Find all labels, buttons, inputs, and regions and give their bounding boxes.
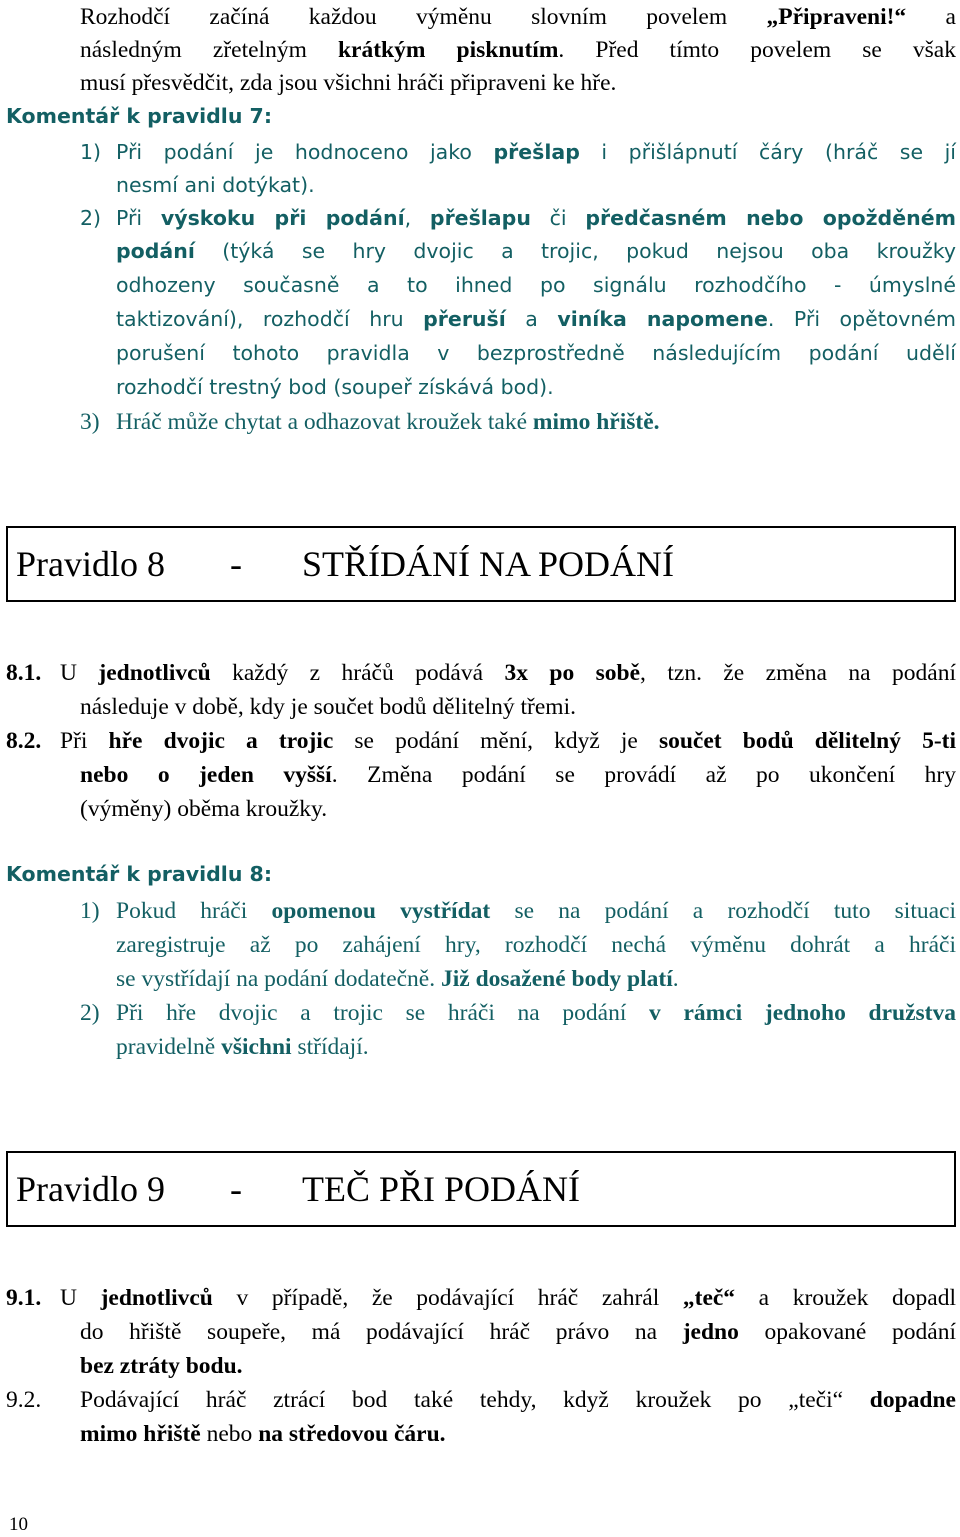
rule-9-title: TEČ PŘI PODÁNÍ: [302, 1169, 581, 1209]
rule-8-label: Pravidlo 8: [16, 544, 165, 584]
rule-8-2-number: 8.2.: [6, 728, 42, 754]
intro-line-1: Rozhodčí začíná každou výměnu slovním povelem „Připraveni!“ a: [80, 4, 956, 30]
intro-line-2: následným zřetelným krátkým pisknutím. Před tímto povelem se však: [80, 37, 956, 63]
rule-9-2-line-1: Podávající hráč ztrácí bod také tehdy, když kroužek po „teči“ dopadne: [80, 1387, 956, 1413]
rule-8-heading: [6, 526, 956, 602]
rule-8-title: STŘÍDÁNÍ NA PODÁNÍ: [302, 544, 675, 584]
comment-8-item-1-number: 1): [80, 898, 100, 924]
comment-7-item-2-line-5: porušení tohoto pravidla v bezprostředně následujícím podání udělí: [116, 341, 956, 365]
rule-8-1-number: 8.1.: [6, 660, 42, 686]
rule-9-1-line-2: do hřiště soupeře, má podávající hráč právo na jedno opakované podání: [80, 1319, 956, 1345]
page-number: 10: [9, 1514, 28, 1535]
rule-8-2-line-2: nebo o jeden vyšší. Změna podání se provádí až po ukončení hry: [80, 762, 956, 788]
rule-8-dash: -: [230, 544, 242, 584]
intro-line-3: musí přesvědčit, zda jsou všichni hráči připraveni ke hře.: [80, 70, 617, 96]
comment-7-item-2-line-1: Při výskoku při podání, přešlapu či předčasném nebo opožděném: [116, 206, 956, 230]
comment-8-title: Komentář k pravidlu 8:: [6, 862, 273, 886]
comment-8-item-2-line-1: Při hře dvojic a trojic se hráči na podání v rámci jednoho družstva: [116, 1000, 957, 1026]
rule-8-2-line-1: Při hře dvojic a trojic se podání mění, když je součet bodů dělitelný 5-ti: [60, 728, 956, 754]
rule-8-1-line-2: následuje v době, kdy je součet bodů dělitelný třemi.: [80, 694, 576, 720]
rule-9-dash: -: [230, 1169, 242, 1209]
comment-7-item-1-number: 1): [80, 140, 102, 164]
comment-7-item-3-number: 3): [80, 409, 100, 435]
comment-8-item-2-line-2: pravidelně všichni střídají.: [116, 1034, 369, 1060]
rule-8-2-line-3: (výměny) oběma kroužky.: [80, 796, 328, 822]
comment-8-item-1-line-3: se vystřídají na podání dodatečně. Již dosažené body platí.: [116, 966, 679, 992]
rule-9-2-number: 9.2.: [6, 1387, 42, 1413]
comment-8-item-1-line-2: zaregistruje až po zahájení hry, rozhodčí nechá výměnu dohrát a hráči: [116, 932, 956, 958]
comment-7-item-3-text: Hráč může chytat a odhazovat kroužek také mimo hřiště.: [116, 409, 660, 435]
rule-9-1-line-1: U jednotlivců v případě, že podávající hráč zahrál „teč“ a kroužek dopadl: [60, 1285, 956, 1311]
rule-9-1-line-3: bez ztráty bodu.: [80, 1353, 243, 1379]
comment-8-item-2-number: 2): [80, 1000, 100, 1026]
comment-7-item-1-line-1: Při podání je hodnoceno jako přešlap i přišlápnutí čáry (hráč se jí: [116, 140, 956, 164]
rule-8-1-line-1: U jednotlivců každý z hráčů podává 3x po sobě, tzn. že změna na podání: [60, 660, 956, 686]
rule-9-2-line-2: mimo hřiště nebo na středovou čáru.: [80, 1421, 446, 1447]
comment-7-title: Komentář k pravidlu 7:: [6, 104, 273, 128]
rule-9-heading: [6, 1151, 956, 1227]
comment-7-item-2-line-2: podání (týká se hry dvojic a trojic, pokud nejsou oba kroužky: [116, 239, 956, 263]
comment-7-item-2-line-6: rozhodčí trestný bod (soupeř získává bod).: [116, 375, 554, 399]
comment-7-item-2-line-4: taktizování), rozhodčí hru přeruší a viníka napomene. Při opětovném: [116, 307, 956, 331]
comment-8-item-1-line-1: Pokud hráči opomenou vystřídat se na podání a rozhodčí tuto situaci: [116, 898, 956, 924]
comment-7-item-1-line-2: nesmí ani dotýkat).: [116, 173, 315, 197]
rule-9-1-number: 9.1.: [6, 1285, 42, 1311]
comment-7-item-2-line-3: odhozeny současně a to ihned po signálu rozhodčího - úmyslné: [116, 273, 956, 297]
rule-9-label: Pravidlo 9: [16, 1169, 165, 1209]
comment-7-item-2-number: 2): [80, 206, 102, 230]
